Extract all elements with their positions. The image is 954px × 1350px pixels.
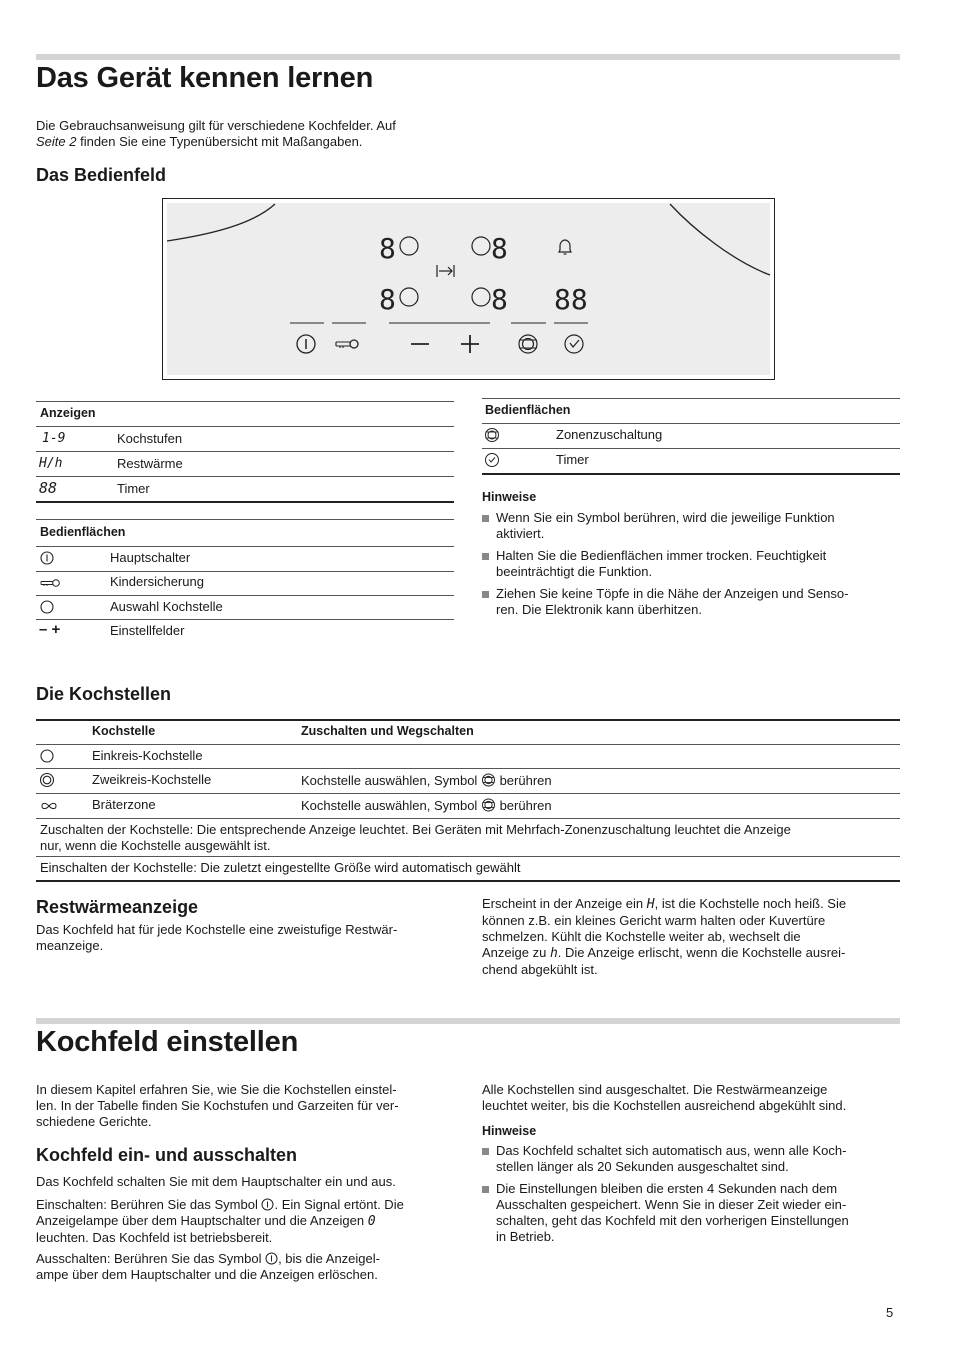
hinweise-heading-2: Hinweise: [482, 1124, 537, 1138]
name-zweikreis: Zweikreis-Kochstelle: [92, 772, 212, 787]
hinweis2-2-line-1: Die Einstellungen bleiben die ersten 4 Sekunden nach dem: [496, 1181, 838, 1196]
hinweis2-2-line-4: in Betrieb.: [496, 1229, 555, 1244]
zone-switch-icon: [484, 427, 500, 443]
page-link[interactable]: Seite 2: [36, 134, 77, 149]
left-zone-arc: [167, 204, 275, 241]
einaus-p3-line-2: ampe über dem Hauptschalter und die Anzeigen erlöschen.: [36, 1267, 378, 1282]
p2-l1-post: . Ein Signal ertönt. Die: [274, 1197, 404, 1212]
right-zone-arc: [670, 204, 770, 275]
symbol-kochstufen: 1-9: [42, 431, 66, 446]
rw-l1-pre: Erscheint in der Anzeige ein: [482, 896, 647, 911]
page-title: Das Gerät kennen lernen: [36, 62, 374, 94]
label-restwaerme: Restwärme: [117, 456, 183, 471]
display-digit-top-left: 8: [379, 232, 396, 265]
display-digit-bottom-left: 8: [379, 283, 396, 316]
restwaerme-right-line-3: schmelzen. Kühlt die Kochstelle weiter ab, wechselt die: [482, 929, 801, 944]
restwaerme-right-line-2: können z.B. ein kleines Gericht warm halten oder Kuvertüre: [482, 913, 826, 928]
h-lower-symbol: h: [549, 946, 558, 961]
p2-l1-pre: Einschalten: Berühren Sie das Symbol: [36, 1197, 262, 1212]
name-braeterzone: Bräterzone: [92, 797, 156, 812]
zone-switch-icon: [519, 335, 537, 353]
power-icon: [261, 1198, 274, 1211]
action-braeterzone: [301, 798, 552, 813]
h-upper-symbol: H: [646, 897, 655, 912]
section-rule-2: [36, 1018, 900, 1024]
action-braeterzone-post: berühren: [499, 798, 552, 813]
label-kindersicherung: Kindersicherung: [110, 574, 204, 589]
intro-line-2-rest: finden Sie eine Typenübersicht mit Maßangaben.: [76, 134, 363, 149]
label-kochstufen: Kochstufen: [117, 431, 183, 446]
plus-icon: [461, 335, 479, 353]
p2-l2-pre: Anzeigelampe über dem Hauptschalter und die Anzeigen: [36, 1213, 368, 1228]
name-einkreis: Einkreis-Kochstelle: [92, 748, 203, 763]
s2-intro-line-2: len. In der Tabelle finden Sie Kochstufen und Garzeiten für ver-: [36, 1098, 399, 1113]
bell-icon: [559, 240, 571, 254]
einaus-p2-line-1: [36, 1197, 466, 1213]
kochstellen-note-2: Einschalten der Kochstelle: Die zuletzt eingestellte Größe wird automatisch gewählt: [40, 860, 521, 875]
hinweis-2-line-2: beeinträchtigt die Funktion.: [496, 564, 653, 579]
restwaerme-right-line-4: [482, 945, 902, 962]
list-item: [482, 1181, 900, 1245]
symbol-restwaerme: H/h: [39, 456, 63, 471]
hinweis-1-line-1: Wenn Sie ein Symbol berühren, wird die jeweilige Funktion: [496, 510, 835, 525]
hinweis2-2-line-2: Ausschalten gespeichert. Wenn Sie in dieser Zeit wieder ein-: [496, 1197, 847, 1212]
list-item: [482, 510, 900, 542]
power-icon: [297, 335, 315, 353]
symbol-timer: 88: [39, 479, 58, 497]
kochstellen-note-1: [40, 822, 791, 854]
power-icon: [40, 551, 54, 565]
bedienfeld-heading: Das Bedienfeld: [36, 165, 167, 185]
power-icon: [265, 1252, 278, 1265]
restwaerme-right-line-1: [482, 896, 902, 913]
restwaerme-left-line-1: Das Kochfeld hat für jede Kochstelle eine zweistufige Restwär-: [36, 922, 398, 937]
bedienflaechen-table-left: [36, 519, 454, 641]
arrow-to-bar-icon: [437, 265, 454, 277]
hinweis2-1-line-2: stellen länger als 20 Sekunden ausgeschaltet sind.: [496, 1159, 789, 1174]
einaus-p2-line-2: [36, 1213, 466, 1230]
bedienflaechen-header: Bedienflächen: [40, 525, 126, 539]
key-lock-icon: [336, 340, 358, 348]
restwaerme-right-line-5: chend abgekühlt ist.: [482, 962, 598, 977]
restwaerme-heading: Restwärmeanzeige: [36, 897, 199, 917]
hinweis-1-line-2: aktiviert.: [496, 526, 545, 541]
section-title-kochfeld-einstellen: Kochfeld einstellen: [36, 1026, 299, 1058]
action-zweikreis-pre: Kochstelle auswählen, Symbol: [301, 773, 478, 788]
einaus-p2: [36, 1197, 466, 1246]
rw-l4-post: . Die Anzeige erlischt, wenn die Kochstelle ausrei-: [557, 945, 846, 960]
intro-line-2: [36, 134, 476, 150]
section-rule: [36, 54, 900, 60]
s2-intro-line-3: schiedene Gerichte.: [36, 1114, 152, 1129]
zone-circle-top-left: [400, 237, 418, 255]
label-zonenzuschaltung: Zonenzuschaltung: [556, 427, 663, 442]
anzeigen-table: [36, 401, 454, 503]
label-hauptschalter: Hauptschalter: [110, 550, 191, 565]
display-digit-bottom-right: 8: [491, 283, 508, 316]
double-circle-icon: [39, 772, 55, 788]
hinweis2-1-line-1: Das Kochfeld schaltet sich automatisch aus, wenn alle Koch-: [496, 1143, 847, 1158]
p3-l1-pre: Ausschalten: Berühren Sie das Symbol: [36, 1251, 266, 1266]
display-digit-top-right: 8: [491, 232, 508, 265]
p3-l1-post: , bis die Anzeigel-: [278, 1251, 380, 1266]
rw-l1-post: , ist die Kochstelle noch heiß. Sie: [654, 896, 847, 911]
list-item: [482, 586, 902, 618]
bedienflaechen-table-right: [482, 398, 900, 476]
circle-icon: [40, 600, 54, 614]
label-timer: Timer: [117, 481, 150, 496]
col-kochstelle: Kochstelle: [92, 724, 156, 738]
hinweise-heading-1: Hinweise: [482, 490, 537, 504]
col-zuschalten: Zuschalten und Wegschalten: [301, 724, 474, 738]
zero-symbol: 0: [367, 1214, 376, 1229]
timer-icon: [565, 335, 583, 353]
restwaerme-left-line-2: meanzeige.: [36, 938, 104, 953]
action-zweikreis: [301, 773, 552, 788]
label-timer-right: Timer: [556, 452, 589, 467]
hinweis2-2-line-3: schalten, geht das Kochfeld mit den vorherigen Einstellungen: [496, 1213, 849, 1228]
einaus-p3: [36, 1251, 466, 1283]
page-number: 5: [886, 1305, 894, 1320]
hinweis-3-line-2: ren. Die Elektronik kann überhitzen.: [496, 602, 702, 617]
zone-circle-bottom-right: [472, 288, 490, 306]
action-zweikreis-post: berühren: [499, 773, 552, 788]
intro-text: [36, 118, 476, 150]
zone-switch-icon: [481, 798, 496, 812]
control-panel-drawing: [163, 199, 774, 379]
kochstellen-heading: Die Kochstellen: [36, 684, 172, 704]
list-item: [482, 548, 900, 580]
zone-circle-bottom-left: [400, 288, 418, 306]
hinweis-3-line-1: Ziehen Sie keine Töpfe in die Nähe der Anzeigen und Senso-: [496, 586, 849, 601]
section2-right-intro: [482, 1082, 902, 1114]
minus-plus-icon: – +: [39, 621, 61, 638]
intro-line-1: Die Gebrauchsanweisung gilt für verschiedene Kochfelder. Auf: [36, 118, 396, 133]
einaus-p2-line-3: leuchten. Das Kochfeld ist betriebsbereit.: [36, 1230, 273, 1245]
zone-circle-top-right: [472, 237, 490, 255]
s2-right-line-2: leuchtet weiter, bis die Kochstellen ausreichend abgekühlt sind.: [482, 1098, 847, 1113]
hinweis-2-line-1: Halten Sie die Bedienflächen immer trocken. Feuchtigkeit: [496, 548, 827, 563]
restwaerme-right-text: [482, 896, 902, 978]
zone-switch-icon: [481, 773, 496, 787]
note-1-line-1: Zuschalten der Kochstelle: Die entsprechende Anzeige leuchtet. Bei Geräten mit Mehrfach-Zonenzuschaltung leuchtet die Anzeige: [40, 822, 791, 837]
key-lock-icon: [40, 576, 62, 590]
kochstellen-table: [36, 719, 900, 883]
action-braeterzone-pre: Kochstelle auswählen, Symbol: [301, 798, 478, 813]
note-1-line-2: nur, wenn die Kochstelle ausgewählt ist.: [40, 838, 271, 853]
s2-intro-line-1: In diesem Kapitel erfahren Sie, wie Sie die Kochstellen einstel-: [36, 1082, 397, 1097]
einaus-heading: Kochfeld ein- und ausschalten: [36, 1145, 298, 1165]
restwaerme-left-text: [36, 922, 466, 954]
single-circle-icon: [40, 749, 54, 763]
bedienflaechen-right-header: Bedienflächen: [485, 403, 571, 417]
section2-intro: [36, 1082, 466, 1130]
timer-icon: [484, 452, 500, 468]
anzeigen-header: Anzeigen: [40, 406, 96, 420]
einaus-p3-line-1: [36, 1251, 466, 1267]
timer-display-digits: 88: [554, 283, 588, 316]
label-einstellfelder: Einstellfelder: [110, 623, 185, 638]
control-panel-figure: [162, 198, 775, 380]
s2-right-line-1: Alle Kochstellen sind ausgeschaltet. Die Restwärmeanzeige: [482, 1082, 828, 1097]
label-auswahl-kochstelle: Auswahl Kochstelle: [110, 599, 223, 614]
list-item: [482, 1143, 900, 1175]
einaus-p1: Das Kochfeld schalten Sie mit dem Hauptschalter ein und aus.: [36, 1174, 396, 1189]
oval-zone-icon: [39, 799, 59, 813]
rw-l4-pre: Anzeige zu: [482, 945, 550, 960]
